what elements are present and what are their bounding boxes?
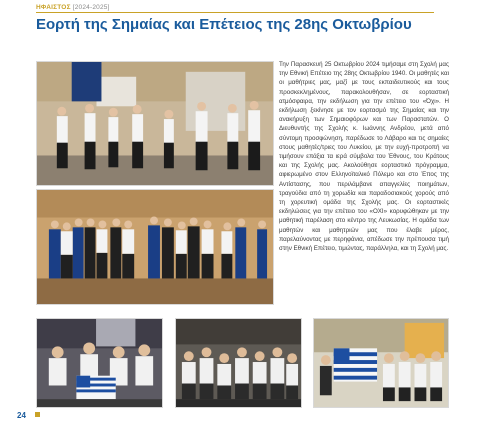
photo-choir [175,318,302,408]
article-body: Την Παρασκευή 25 Οκτωβρίου 2024 τιμήσαμε στη Σχολή μας την Εθνική Επέτειο της 28ης Οκτωβρίου 1940. Οι μαθητές και οι μαθήτριες μας, μαζί με τους εκπαιδευτικούς και τους προσκεκλημένους, παρακολουθήσαν, σε εορταστική ατμόσφαιρα, την εκδήλωση για την επέτειο του «Όχι». Η εκδήλωση ξεκίνησε με τον εορτασμό της Σημαίας και την ανακήρυξη των Σημαιοφόρων και των Παραστατών. Ο Διευθυντής της Σχολής κ. Ιωάννης Ανδρέου, μετά από σύντομη προσφώνηση, παρέδωσε το Λάβαρο και τις σημαίες στους μαθητές/τριες του Λυκείου, με την ευχή-προτροπή να τιμήσουν επάξια τα ιερά σύμβολα του Έθνους, του Κράτους και της Σχολής μας. Ακολούθησε εορταστικό πρόγραμμα, αφιερωμένο στον Ελληνοϊταλικό Πόλεμο και στο Έπος της Αντίστασης, που περιλάμβανε απαγγελίες ποιημάτων, τραγούδια από τη χορωδία και παραδοσιακούς χορούς από τη χορευτική ομάδα της Σχολής μας. Οι εορταστικές εκδηλώσεις για την επέτειο του «ΟΧΙ» κορυφώθηκαν με την μαθητική παρέλαση στο κέντρο της Λευκωσίας. Η ομάδα των μαθητών και μαθητριών μας που έλαβε μέρος, παρελαύνοντας με περηφάνια, απέδωσε την πρέπουσα τιμή στην Εθνική Επέτειο, τιμώντας, παράλληλα, και τη Σχολή μας. [279,61,449,253]
footer-marker [35,412,40,417]
page-title: Εορτή της Σημαίας και Επέτειος της 28ης Οκτωβρίου [36,16,412,33]
photo-flag-bearers [36,61,274,186]
school-year: [2024-2025] [72,4,110,11]
photo-parade [313,318,449,408]
photo-students-flags [36,318,163,408]
page-number: 24 [17,411,26,420]
photo-group-stage [36,189,274,305]
header-divider [36,12,434,13]
section-header [36,4,110,11]
school-name: ΗΦΑΙΣΤΟΣ [36,4,71,11]
